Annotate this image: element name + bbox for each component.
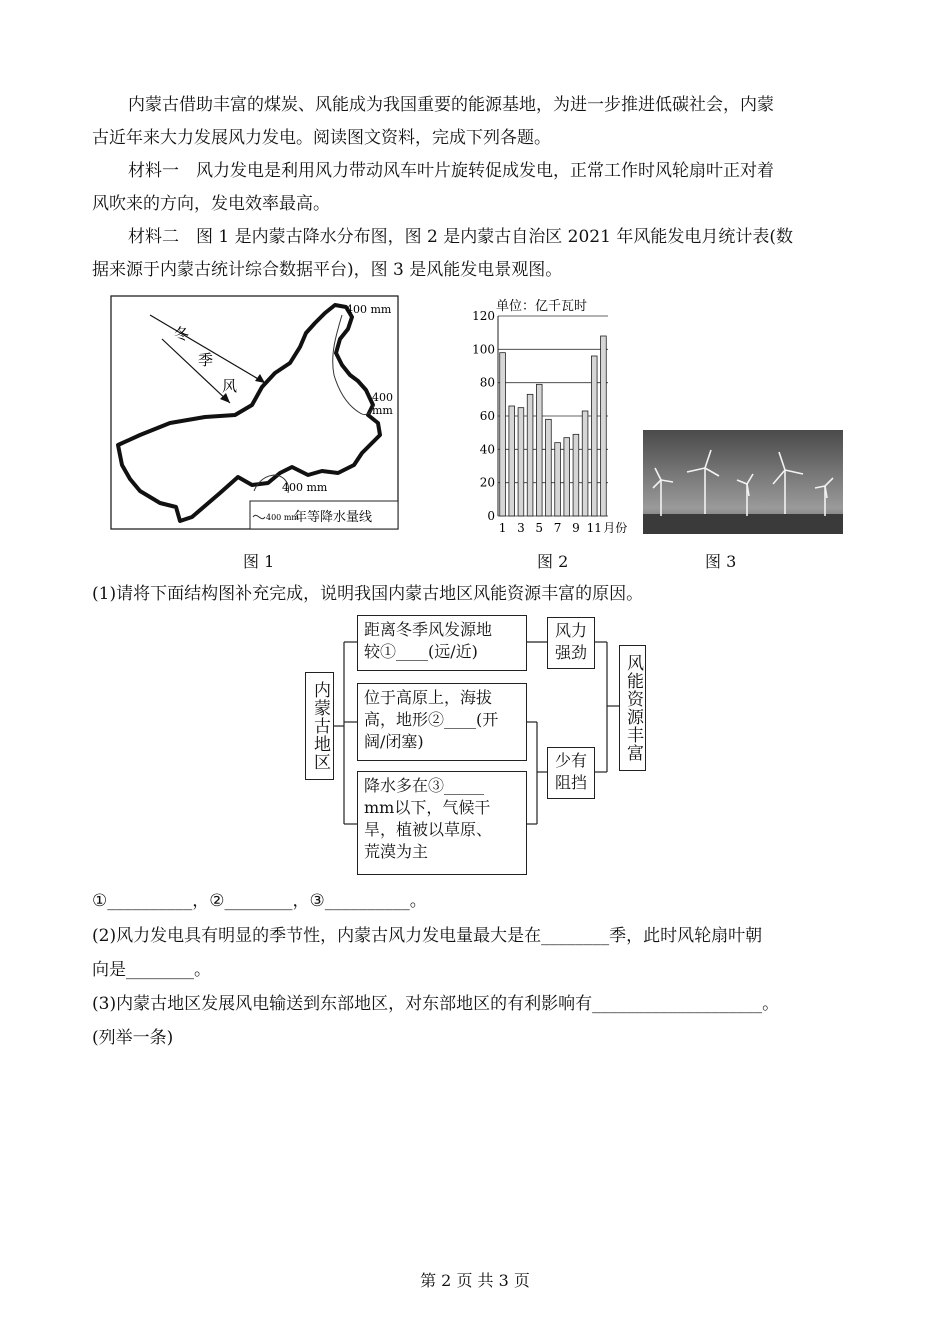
wind-char-2: 季 bbox=[198, 351, 214, 369]
isohyet-label-3: 400 mm bbox=[282, 481, 328, 494]
material-2-line-2: 据来源于内蒙古统计综合数据平台)，图 3 是风能发电景观图。 bbox=[92, 260, 563, 280]
material-2-line-1: 材料二 图 1 是内蒙古降水分布图，图 2 是内蒙古自治区 2021 年风能发电月统计表(数 bbox=[128, 227, 793, 247]
wind-char-3: 风 bbox=[222, 377, 238, 395]
box-inner-mongolia: 内蒙古地区 bbox=[305, 672, 334, 780]
box-strong-wind: 风力强劲 bbox=[547, 617, 595, 669]
box-distance bbox=[357, 615, 527, 671]
x-tick-label: 7 bbox=[553, 521, 562, 535]
q2-line-2: 向是________。 bbox=[92, 960, 211, 980]
legend-small-label: 400 mm bbox=[266, 513, 299, 522]
isohyet-label-1: 400 mm bbox=[346, 303, 392, 316]
figure-3-caption: 图 3 bbox=[705, 552, 737, 571]
box-terrain-line-3: 阔/闭塞) bbox=[364, 732, 424, 751]
q1-text: (1)请将下面结构图补充完成，说明我国内蒙古地区风能资源丰富的原因。 bbox=[92, 584, 644, 604]
material-1-line-1: 材料一 风力发电是利用风力带动风车叶片旋转促成发电，正常工作时风轮扇叶正对着 bbox=[128, 161, 774, 181]
y-tick-label: 40 bbox=[479, 442, 495, 457]
box-climate-line-1: 降水多在③_____ bbox=[364, 776, 485, 795]
box-climate-line-2: mm以下，气候干 bbox=[364, 798, 491, 817]
y-tick-label: 0 bbox=[487, 509, 495, 523]
y-tick-label: 120 bbox=[472, 309, 495, 323]
q3-line-1: (3)内蒙古地区发展风电输送到东部地区，对东部地区的有利影响有____________________。 bbox=[92, 994, 780, 1014]
y-tick-label: 60 bbox=[479, 409, 495, 423]
box-terrain-line-2: 高，地形②____(开 bbox=[364, 710, 499, 729]
page-footer: 第 2 页 共 3 页 bbox=[420, 1271, 530, 1290]
q2-line-1: (2)风力发电具有明显的季节性，内蒙古风力发电量最大是在________季，此时风轮扇叶朝 bbox=[92, 926, 763, 946]
box-climate-line-3: 旱，植被以草原、 bbox=[364, 820, 493, 839]
isohyet-label-2b: mm bbox=[372, 404, 393, 417]
material-1-line-2: 风吹来的方向，发电效率最高。 bbox=[92, 194, 330, 214]
x-tick-label: 11 bbox=[586, 521, 602, 535]
box-terrain-line-1: 位于高原上，海拔 bbox=[364, 688, 493, 707]
box-distance-line-2: 较①____(远/近) bbox=[364, 642, 478, 661]
box-distance-line-1: 距离冬季风发源地 bbox=[364, 620, 493, 639]
y-tick-label: 20 bbox=[479, 475, 495, 490]
figure-2-caption: 图 2 bbox=[537, 552, 569, 571]
box-climate bbox=[357, 771, 527, 875]
box-climate-line-4: 荒漠为主 bbox=[364, 842, 429, 861]
q1-answers: ①__________，②________，③__________。 bbox=[92, 891, 427, 911]
box-rich-wind-resource: 风能资源丰富 bbox=[619, 645, 646, 771]
box-little-obstruction: 少有阻挡 bbox=[547, 747, 595, 799]
q3-line-2: (列举一条) bbox=[92, 1028, 174, 1048]
legend-text: 年等降水量线 bbox=[294, 510, 373, 525]
intro-line-2: 古近年来大力发展风力发电。阅读图文资料，完成下列各题。 bbox=[92, 128, 551, 148]
y-tick-label: 80 bbox=[479, 375, 495, 390]
x-tick-label: 9 bbox=[572, 521, 580, 535]
y-tick-label: 100 bbox=[472, 342, 495, 357]
wind-char-1: 冬 bbox=[174, 325, 190, 343]
intro-line-1: 内蒙古借助丰富的煤炭、风能成为我国重要的能源基地，为进一步推进低碳社会，内蒙 bbox=[128, 95, 774, 115]
x-tick-label: 5 bbox=[535, 521, 544, 535]
isohyet-label-2a: 400 bbox=[372, 391, 393, 404]
chart-unit-label: 单位：亿千瓦时 bbox=[496, 299, 588, 314]
x-tick-label: 3 bbox=[517, 521, 525, 535]
box-terrain bbox=[357, 683, 527, 761]
x-tick-label: 1 bbox=[498, 521, 507, 535]
x-axis-suffix: 月份 bbox=[603, 521, 628, 535]
figure-1-caption: 图 1 bbox=[243, 552, 275, 571]
